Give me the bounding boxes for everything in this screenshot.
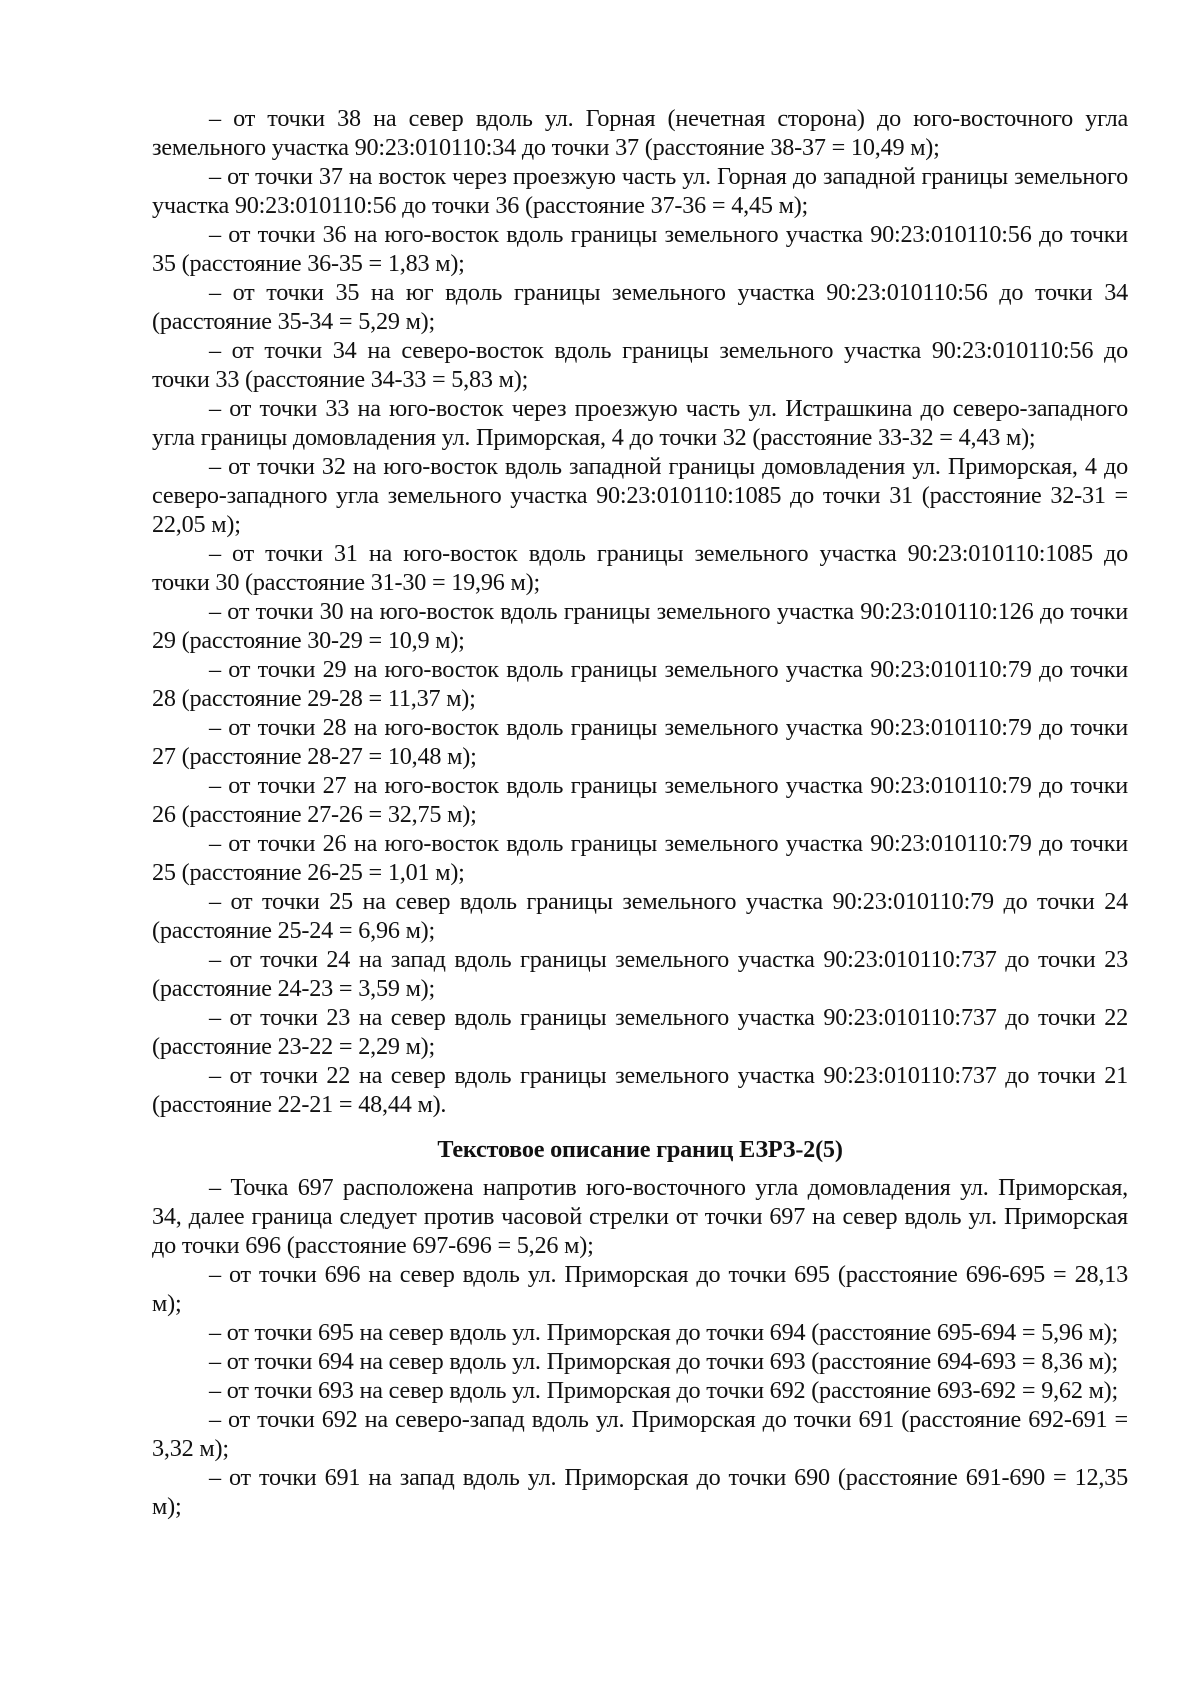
boundary-paragraph: – от точки 30 на юго-восток вдоль границы земельного участка 90:23:010110:126 до точки 29 (расстояние 30-29 = 10,9 м); xyxy=(152,598,1128,654)
boundary-paragraph: – от точки 34 на северо-восток вдоль границы земельного участка 90:23:010110:56 до точки 33 (расстояние 34-33 = 5,83 м); xyxy=(152,337,1128,393)
document-page xyxy=(152,104,1128,1521)
boundary-paragraph: – от точки 35 на юг вдоль границы земельного участка 90:23:010110:56 до точки 34 (расстояние 35-34 = 5,29 м); xyxy=(152,279,1128,335)
boundary-paragraph: – от точки 28 на юго-восток вдоль границы земельного участка 90:23:010110:79 до точки 27 (расстояние 28-27 = 10,48 м); xyxy=(152,714,1128,770)
boundary-paragraph: – Точка 697 расположена напротив юго-восточного угла домовладения ул. Приморская, 34, далее граница следует против часовой стрелки от точки 697 на север вдоль ул. Приморская до точки 696 (расстояние 697-696 = 5,26 м); xyxy=(152,1174,1128,1259)
boundary-paragraph: – от точки 22 на север вдоль границы земельного участка 90:23:010110:737 до точки 21 (расстояние 22-21 = 48,44 м). xyxy=(152,1062,1128,1118)
boundary-paragraph: – от точки 36 на юго-восток вдоль границы земельного участка 90:23:010110:56 до точки 35 (расстояние 36-35 = 1,83 м); xyxy=(152,221,1128,277)
boundary-paragraph: – от точки 23 на север вдоль границы земельного участка 90:23:010110:737 до точки 22 (расстояние 23-22 = 2,29 м); xyxy=(152,1004,1128,1060)
boundary-paragraph: – от точки 26 на юго-восток вдоль границы земельного участка 90:23:010110:79 до точки 25 (расстояние 26-25 = 1,01 м); xyxy=(152,830,1128,886)
boundary-paragraph: – от точки 691 на запад вдоль ул. Приморская до точки 690 (расстояние 691-690 = 12,35 м); xyxy=(152,1464,1128,1520)
boundary-paragraph: – от точки 24 на запад вдоль границы земельного участка 90:23:010110:737 до точки 23 (расстояние 24-23 = 3,59 м); xyxy=(152,946,1128,1002)
boundary-paragraph: – от точки 693 на север вдоль ул. Приморская до точки 692 (расстояние 693-692 = 9,62 м); xyxy=(209,1377,1119,1404)
boundary-paragraph: – от точки 37 на восток через проезжую часть ул. Горная до западной границы земельного участка 90:23:010110:56 до точки 36 (расстояние 37-36 = 4,45 м); xyxy=(152,163,1128,219)
boundary-paragraph: – от точки 32 на юго-восток вдоль западной границы домовладения ул. Приморская, 4 до северо-западного угла земельного участка 90:23:010110:1085 до точки 31 (расстояние 32-31 = 22,05 м); xyxy=(152,453,1128,538)
boundary-paragraph: – от точки 695 на север вдоль ул. Приморская до точки 694 (расстояние 695-694 = 5,96 м); xyxy=(209,1319,1119,1346)
boundary-paragraph: – от точки 692 на северо-запад вдоль ул. Приморская до точки 691 (расстояние 692-691 = 3,32 м); xyxy=(152,1406,1128,1462)
boundary-paragraph: – от точки 31 на юго-восток вдоль границы земельного участка 90:23:010110:1085 до точки 30 (расстояние 31-30 = 19,96 м); xyxy=(152,540,1128,596)
section-heading: Текстовое описание границ ЕЗРЗ-2(5) xyxy=(437,1136,843,1163)
boundary-paragraph: – от точки 29 на юго-восток вдоль границы земельного участка 90:23:010110:79 до точки 28 (расстояние 29-28 = 11,37 м); xyxy=(152,656,1128,712)
boundary-paragraph: – от точки 27 на юго-восток вдоль границы земельного участка 90:23:010110:79 до точки 26 (расстояние 27-26 = 32,75 м); xyxy=(152,772,1128,828)
boundary-paragraph: – от точки 694 на север вдоль ул. Приморская до точки 693 (расстояние 694-693 = 8,36 м); xyxy=(209,1348,1119,1375)
boundary-paragraph: – от точки 38 на север вдоль ул. Горная (нечетная сторона) до юго-восточного угла земельного участка 90:23:010110:34 до точки 37 (расстояние 38-37 = 10,49 м); xyxy=(152,105,1128,161)
boundary-paragraph: – от точки 696 на север вдоль ул. Приморская до точки 695 (расстояние 696-695 = 28,13 м); xyxy=(152,1261,1128,1317)
boundary-description-section-2 xyxy=(152,1173,1128,1521)
boundary-paragraph: – от точки 33 на юго-восток через проезжую часть ул. Истрашкина до северо-западного угла границы домовладения ул. Приморская, 4 до точки 32 (расстояние 33-32 = 4,43 м); xyxy=(152,395,1128,451)
boundary-paragraph: – от точки 25 на север вдоль границы земельного участка 90:23:010110:79 до точки 24 (расстояние 25-24 = 6,96 м); xyxy=(152,888,1128,944)
boundary-description-section-1 xyxy=(152,104,1128,1119)
